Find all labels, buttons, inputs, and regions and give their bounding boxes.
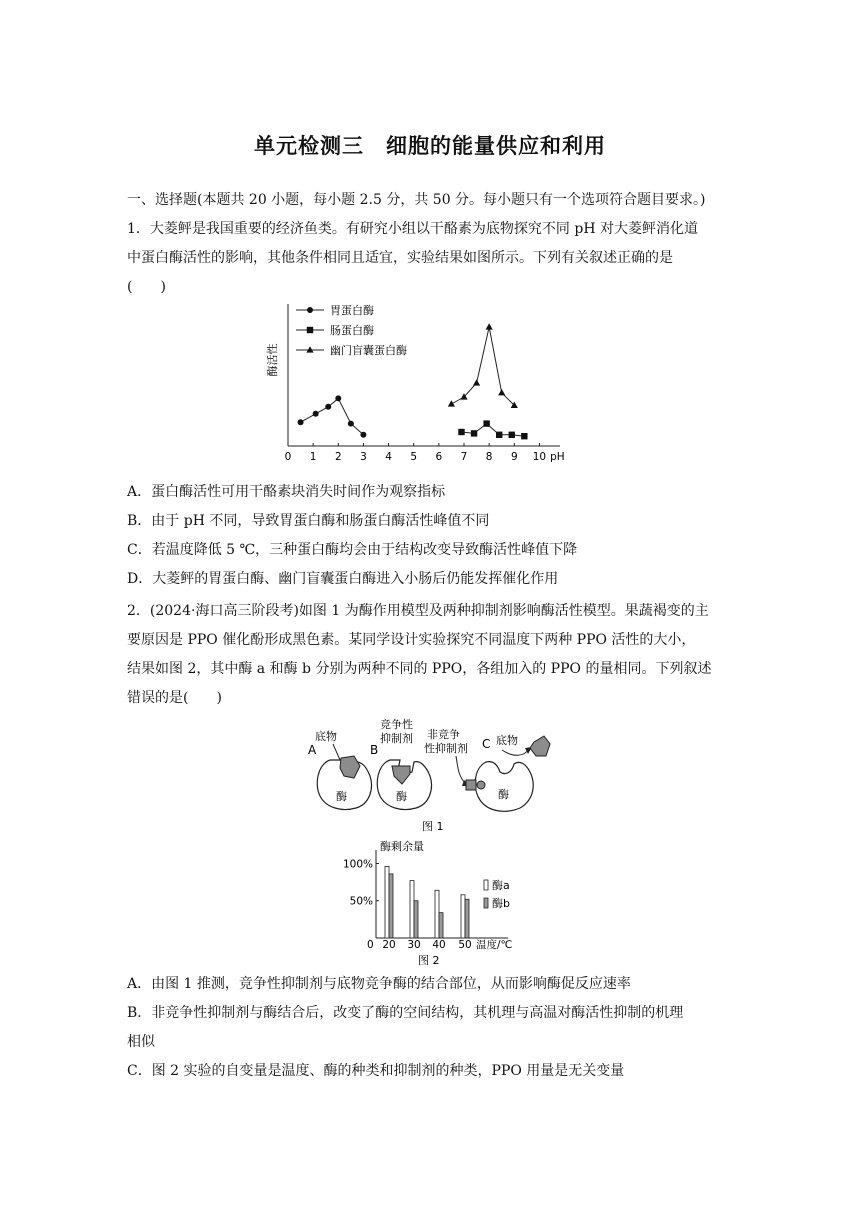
chart1-point-circle <box>360 432 366 438</box>
chart2-bar-b <box>465 899 469 938</box>
fig1-label-a: A <box>308 743 317 757</box>
chart1-legend-marker-square <box>307 327 313 333</box>
fig1-competitive-2: 抑制剂 <box>380 732 413 745</box>
q2-stem-line-1: 2．(2024·海口高三阶段考)如图 1 为酶作用模型及两种抑制剂影响酶活性模型。果蔬褐变的主 <box>127 603 709 619</box>
q2-option-c: C．图 2 实验的自变量是温度、酶的种类和抑制剂的种类，PPO 用量是无关变量 <box>127 1063 625 1079</box>
fig1-enzyme-a: 酶 <box>336 790 347 803</box>
chart2-bar-a <box>410 881 414 938</box>
fig1-substrate-a: 底物 <box>315 730 337 743</box>
chart1-x-tick-label: 1 <box>309 451 317 463</box>
q1-option-c: C．若温度降低 5 ℃，三种蛋白酶均会由于结构改变导致酶活性峰值下降 <box>127 542 578 558</box>
chart1-point-circle <box>348 421 354 427</box>
q2-stem-line-2: 要原因是 PPO 催化酚形成黑色素。某同学设计实验探究不同温度下两种 PPO 活性的大小， <box>127 632 696 648</box>
chart1-ylabel: 酶活性 <box>266 343 279 377</box>
q1-option-d: D．大菱鲆的胃蛋白酶、幽门盲囊蛋白酶进入小肠后仍能发挥催化作用 <box>127 571 559 587</box>
chart1-point-triangle <box>486 323 493 329</box>
chart1-x-tick-label: 0 <box>284 451 292 463</box>
chart1-x-tick-label: 10 <box>532 451 547 463</box>
chart2-bar-b <box>439 913 443 938</box>
chart2-x-tick-label: 40 <box>432 939 446 951</box>
chart1-legend-label: 幽门盲囊蛋白酶 <box>330 344 407 357</box>
chart1-x-tick-label: 8 <box>485 451 493 463</box>
chart1-x-tick-label: 4 <box>385 451 392 463</box>
q1-stem-line-1: 1．大菱鲆是我国重要的经济鱼类。有研究小组以干酪素为底物探究不同 pH 对大菱鲆消化道 <box>127 221 698 237</box>
chart1-x-tick-label: 5 <box>410 451 418 463</box>
chart1-point-square <box>471 430 477 436</box>
chart2-x-tick-label: 20 <box>382 939 396 951</box>
chart1-series-line-triangle <box>451 327 514 405</box>
chart1-x-tick-label: 2 <box>334 451 342 463</box>
chart2-x-tick-label: 50 <box>458 939 472 951</box>
chart1-series-line-circle <box>301 398 364 434</box>
chart1-point-square <box>483 420 489 426</box>
chart1-legend <box>296 303 407 357</box>
fig1-inhibitor-site <box>477 781 485 789</box>
chart2-legend-label: 酶b <box>492 897 510 910</box>
noncompetitive-inhibitor-shape <box>466 780 476 790</box>
chart1-point-circle <box>325 404 331 410</box>
chart2-axes <box>343 839 512 951</box>
chart2-bar-b <box>414 901 418 938</box>
chart2-x-tick-label: 30 <box>407 939 421 951</box>
chart1-point-square <box>496 432 502 438</box>
chart2-bar-b <box>389 874 393 938</box>
q1-stem-line-3: ( ) <box>127 279 166 295</box>
enzyme-model-figure <box>300 714 570 836</box>
fig1-competitive-1: 竞争性 <box>380 718 413 731</box>
fig1-noncompetitive-1: 非竞争 <box>427 728 460 741</box>
chart1-legend-label: 胃蛋白酶 <box>330 304 374 317</box>
fig1-label-b: B <box>370 743 379 757</box>
chart2-y-tick-label: 100% <box>342 858 373 871</box>
chart1-point-circle <box>313 411 319 417</box>
chart2-bar-a <box>461 895 465 938</box>
chart2-legend-swatch <box>484 898 488 908</box>
q2-stem-line-3: 结果如图 2，其中酶 a 和酶 b 分别为两种不同的 PPO，各组加入的 PPO 的量相同。下列叙述 <box>127 661 712 677</box>
fig1-label-c: C <box>482 737 491 751</box>
chart1-point-circle <box>335 395 341 401</box>
fig1-noncompetitive-2: 性抑制剂 <box>424 742 468 755</box>
section-header: 一、选择题(本题共 20 小题，每小题 2.5 分，共 50 分。每小题只有一个选项符合题目要求。) <box>127 192 706 208</box>
chart2-origin-label: 0 <box>367 939 374 951</box>
chart2-ylabel: 酶剩余量 <box>380 840 424 853</box>
chart1-point-triangle <box>448 400 455 406</box>
q2-option-b-cont: 相似 <box>127 1034 155 1050</box>
fig2-caption: 图 2 <box>418 954 440 967</box>
ph-activity-chart <box>262 298 582 470</box>
page-title: 单元检测三 细胞的能量供应和利用 <box>254 134 606 158</box>
chart1-x-tick-label: 3 <box>360 451 367 463</box>
fig1-arrow-substrate <box>502 750 528 755</box>
chart2-bar-a <box>435 890 439 938</box>
chart1-point-circle <box>298 419 304 425</box>
chart1-point-square <box>509 432 515 438</box>
fig1-caption: 图 1 <box>422 820 444 833</box>
chart2-marks <box>385 866 469 938</box>
chart1-legend-marker-circle <box>307 307 313 313</box>
released-substrate-shape <box>530 736 550 756</box>
q2-stem-line-4: 错误的是( ) <box>127 690 222 706</box>
fig1-enzyme-c: 酶 <box>498 788 509 801</box>
fig1-leader-a <box>333 744 340 760</box>
q1-option-a: A．蛋白酶活性可用干酪素块消失时间作为观察指标 <box>127 484 446 500</box>
chart1-legend-label: 肠蛋白酶 <box>330 324 374 337</box>
chart1-x-tick-label: 6 <box>435 451 443 463</box>
chart1-marks <box>298 323 528 439</box>
q1-stem-line-2: 中蛋白酶活性的影响，其他条件相同且适宜，实验结果如图所示。下列有关叙述正确的是 <box>127 250 673 266</box>
chart2-bar-a <box>385 866 389 938</box>
fig1-arrow-inhibitor <box>456 756 466 784</box>
chart1-point-triangle <box>473 379 480 385</box>
q2-option-b: B．非竞争性抑制剂与酶结合后，改变了酶的空间结构，其机理与高温对酶活性抑制的机理 <box>127 1005 684 1021</box>
chart2-xlabel: 温度/℃ <box>476 939 513 951</box>
chart1-point-triangle <box>498 389 505 395</box>
q1-option-b: B．由于 pH 不同，导致胃蛋白酶和肠蛋白酶活性峰值不同 <box>127 513 490 529</box>
chart1-xlabel: pH <box>550 451 565 463</box>
chart1-point-square <box>521 433 527 439</box>
chart1-legend-marker-triangle <box>306 346 313 352</box>
fig1-substrate-c: 底物 <box>496 734 518 747</box>
chart1-x-tick-label: 7 <box>460 451 468 463</box>
fig1-enzyme-b: 酶 <box>396 790 407 803</box>
chart2-y-tick-label: 50% <box>349 895 373 908</box>
temperature-enzyme-chart <box>336 836 536 968</box>
chart1-point-square <box>458 429 464 435</box>
chart2-legend-label: 酶a <box>492 879 510 892</box>
chart1-x-tick-label: 9 <box>510 451 518 463</box>
chart2-legend <box>484 878 510 910</box>
q2-option-a: A．由图 1 推测，竞争性抑制剂与底物竞争酶的结合部位，从而影响酶促反应速率 <box>127 976 631 992</box>
chart2-legend-swatch <box>484 880 488 890</box>
